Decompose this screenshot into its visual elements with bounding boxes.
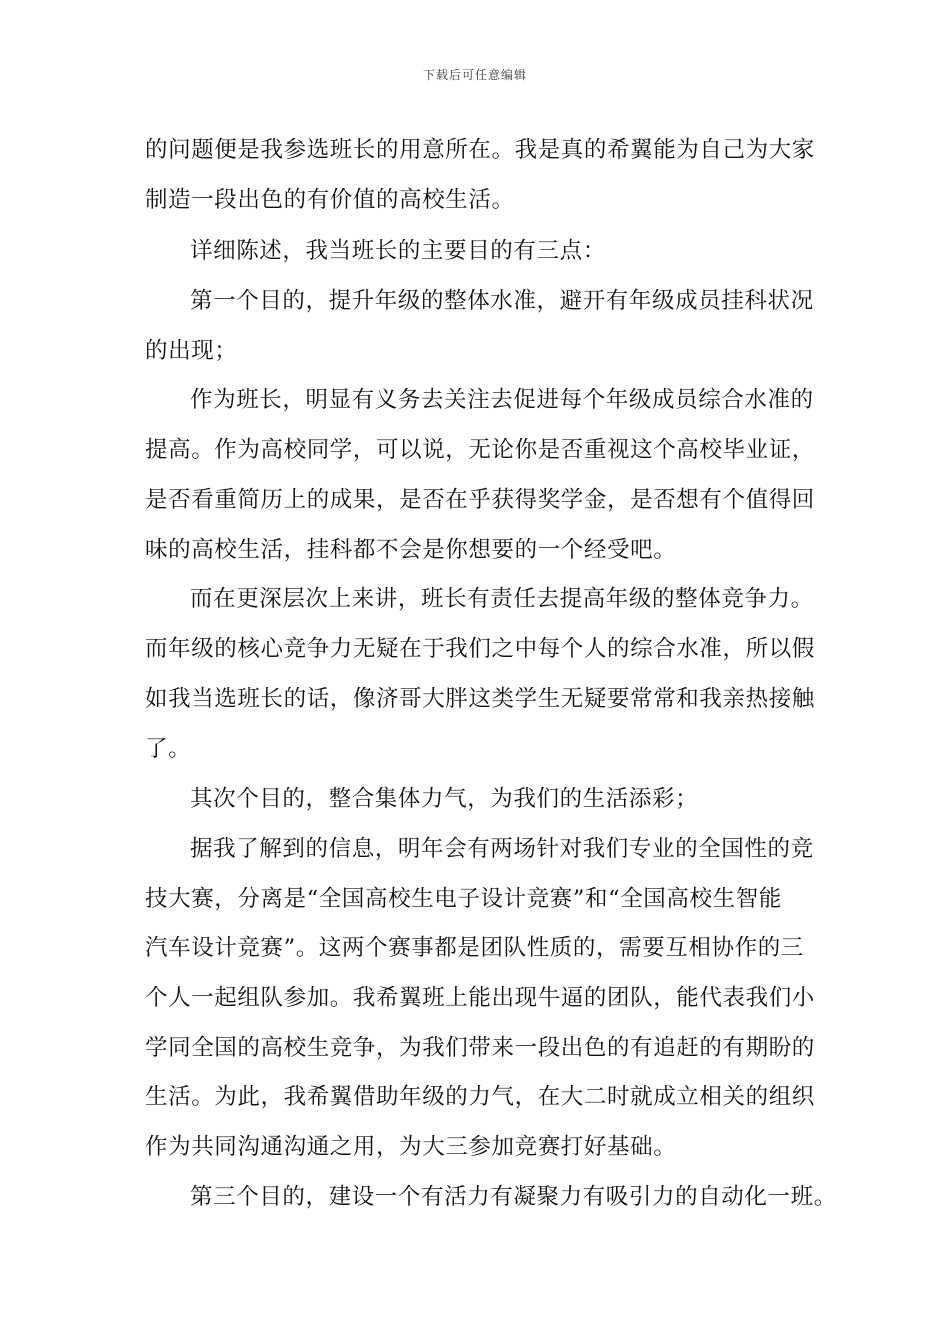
text-line: 技大赛，分离是“全国高校生电子设计竞赛”和“全国高校生智能 xyxy=(145,886,782,912)
text-line: 是否看重简历上的成果，是否在乎获得奖学金，是否想有个值得回 xyxy=(145,487,815,513)
text-line: 详细陈述，我当班长的主要目的有三点： xyxy=(190,238,606,264)
text-line: 的问题便是我参选班长的用意所在。我是真的希翼能为自己为大家 xyxy=(145,137,815,163)
text-line: 了。 xyxy=(145,736,192,762)
text-line: 味的高校生活，挂科都不会是你想要的一个经受吧。 xyxy=(145,537,677,563)
text-line: 第三个目的，建设一个有活力有凝聚力有吸引力的自动化一班。 xyxy=(190,1184,837,1210)
text-line: 作为共同沟通沟通之用，为大三参加竞赛打好基础。 xyxy=(145,1134,677,1160)
text-line: 生活。为此，我希翼借助年级的力气，在大二时就成立相关的组织 xyxy=(145,1084,815,1110)
text-line: 其次个目的，整合集体力气，为我们的生活添彩； xyxy=(190,786,699,812)
text-line: 制造一段出色的有价值的高校生活。 xyxy=(145,187,515,213)
text-line: 据我了解到的信息，明年会有两场针对我们专业的全国性的竞 xyxy=(190,836,814,862)
text-line: 学同全国的高校生竞争，为我们带来一段出色的有追赶的有期盼的 xyxy=(145,1035,815,1061)
text-line: 的出现； xyxy=(145,338,238,364)
text-line: 提高。作为高校同学，可以说，无论你是否重视这个高校毕业证， xyxy=(145,437,815,463)
text-line: 而在更深层次上来讲，班长有责任去提高年级的整体竞争力。 xyxy=(190,586,814,612)
text-line: 第一个目的，提升年级的整体水准，避开有年级成员挂科状况 xyxy=(190,288,814,314)
text-line: 个人一起组队参加。我希翼班上能出现牛逼的团队，能代表我们小 xyxy=(145,985,815,1011)
text-line: 汽车设计竞赛”。这两个赛事都是团队性质的，需要互相协作的三 xyxy=(145,935,804,961)
text-line: 作为班长，明显有义务去关注去促进每个年级成员综合水准的 xyxy=(190,387,814,413)
text-line: 如我当选班长的话，像济哥大胖这类学生无疑要常常和我亲热接触 xyxy=(145,686,815,712)
page-header: 下载后可任意编辑 xyxy=(422,68,527,82)
text-line: 而年级的核心竞争力无疑在于我们之中每个人的综合水准，所以假 xyxy=(145,636,815,662)
